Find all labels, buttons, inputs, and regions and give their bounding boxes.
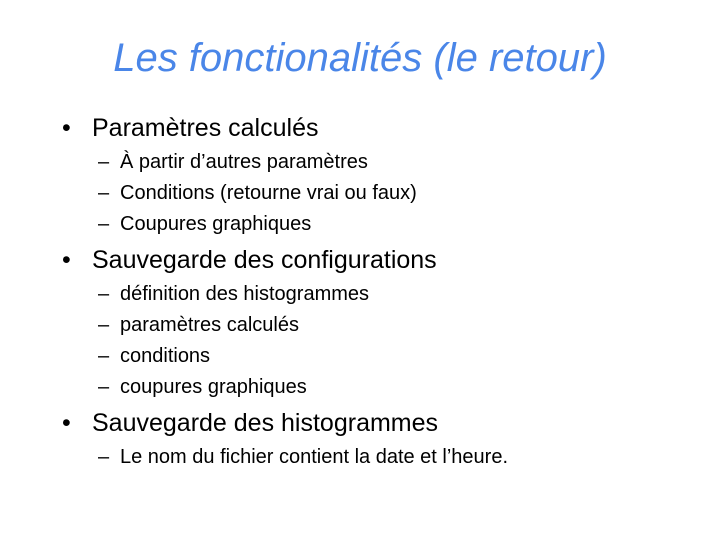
dash-marker: – [98, 283, 110, 305]
bullet-text: Paramètres calculés [92, 114, 319, 142]
dash-marker: – [98, 213, 110, 235]
dash-marker: – [98, 151, 110, 173]
sub-item-text: Coupures graphiques [120, 213, 312, 235]
bullet-item-parametres-calcules [62, 113, 662, 143]
bullet-item-sauvegarde-histogrammes [62, 408, 682, 438]
sub-item [98, 282, 698, 306]
sub-item [98, 181, 698, 205]
sub-item-text: Le nom du fichier contient la date et l’heure. [120, 446, 509, 468]
sub-item [98, 445, 708, 469]
sub-item-text: Conditions (retourne vrai ou faux) [120, 182, 417, 204]
bullet-marker: • [62, 409, 71, 437]
dash-marker: – [98, 182, 110, 204]
dash-marker: – [98, 345, 110, 367]
dash-marker: – [98, 446, 110, 468]
sub-item-text: coupures graphiques [120, 376, 307, 398]
bullet-marker: • [62, 114, 71, 142]
dash-marker: – [98, 314, 110, 336]
sub-item [98, 212, 698, 236]
slide-title: Les fonctionalités (le retour) [113, 36, 607, 80]
sub-item [98, 150, 698, 174]
sub-item [98, 344, 698, 368]
sub-item-text: À partir d’autres paramètres [120, 151, 368, 173]
dash-marker: – [98, 376, 110, 398]
bullet-text: Sauvegarde des configurations [92, 246, 437, 274]
sub-item-text: conditions [120, 345, 211, 367]
bullet-text: Sauvegarde des histogrammes [92, 409, 439, 437]
sub-item [98, 375, 698, 399]
bullet-marker: • [62, 246, 71, 274]
sub-item [98, 313, 698, 337]
sub-item-text: paramètres calculés [120, 314, 299, 336]
sub-item-text: définition des histogrammes [120, 283, 370, 305]
bullet-item-sauvegarde-configurations [62, 245, 682, 275]
